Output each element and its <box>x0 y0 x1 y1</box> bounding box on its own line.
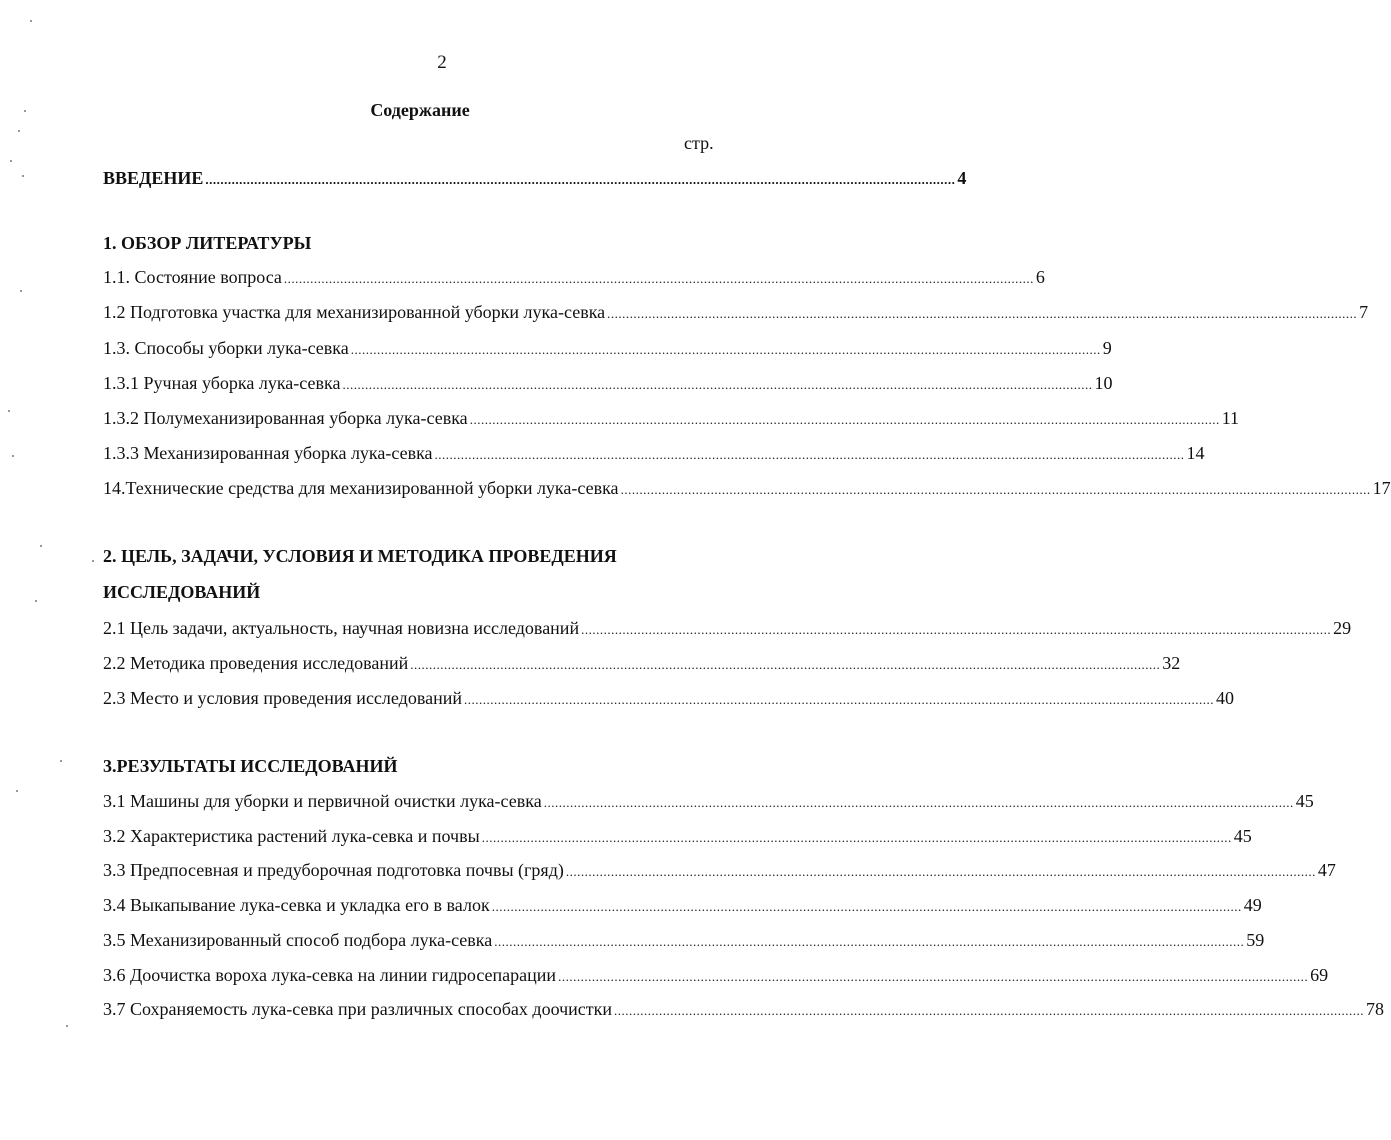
toc-entry[interactable] <box>103 998 1385 1022</box>
scan-speck <box>22 175 24 177</box>
toc-entry-label: 3.7 Сохраняемость лука-севка при различных способах доочистки <box>103 999 613 1019</box>
toc-entry-page: 45 <box>1233 826 1252 846</box>
toc-entry[interactable] <box>103 337 1112 361</box>
toc-entry[interactable] <box>103 929 1265 953</box>
dot-leader: ........................................................................................................................................................................................................ <box>350 342 1101 357</box>
dot-leader: ........................................................................................................................................................................................................ <box>620 482 1371 497</box>
scan-speck <box>8 410 10 412</box>
dot-leader: ........................................................................................................................................................................................................ <box>491 899 1242 914</box>
toc-entry-label: 3.1 Машины для уборки и первичной очистки лука-севка <box>103 791 542 811</box>
toc-entry-page: 14 <box>1186 443 1205 463</box>
dot-leader: ........................................................................................................................................................................................................ <box>342 377 1093 392</box>
dot-leader: ........................................................................................................................................................................................................ <box>614 1003 1365 1018</box>
toc-entry-label: 3.2 Характеристика растений лука-севка и почвы <box>103 826 480 846</box>
toc-entry-label: ВВЕДЕНИЕ <box>103 168 204 188</box>
toc-entry-label: 3.5 Механизированный способ подбора лука-севка <box>103 930 493 950</box>
toc-entry-label: 1.3.1 Ручная уборка лука-севка <box>103 373 341 393</box>
dot-leader: ........................................................................................................................................................................................................ <box>581 622 1332 637</box>
toc-entry-label: 2.1 Цель задачи, актуальность, научная новизна исследований <box>103 618 580 638</box>
scan-speck <box>12 455 14 457</box>
scan-speck <box>35 600 37 602</box>
toc-entry-page: 9 <box>1102 338 1112 358</box>
scan-speck <box>30 20 32 22</box>
toc-entry-label: 1.2 Подготовка участка для механизированной уборки лука-севка <box>103 302 606 322</box>
toc-entry[interactable] <box>103 894 1262 918</box>
dot-leader: ........................................................................................................................................................................................................ <box>410 657 1161 672</box>
scan-speck <box>40 545 42 547</box>
scan-speck <box>66 1025 68 1027</box>
scan-speck <box>16 790 18 792</box>
dot-leader: ........................................................................................................................................................................................................ <box>558 969 1309 984</box>
toc-entry-page: 10 <box>1094 373 1113 393</box>
toc-entry-page: 78 <box>1366 999 1385 1019</box>
dot-leader: ........................................................................................................................................................................................................ <box>463 692 1214 707</box>
toc-entry-page: 49 <box>1243 895 1262 915</box>
toc-entry-label: 1.3. Способы уборки лука-севка <box>103 338 349 358</box>
toc-entry-page: 69 <box>1310 965 1329 985</box>
dot-leader: ........................................................................................................................................................................................................ <box>481 830 1232 845</box>
toc-entry-page: 4 <box>957 168 967 188</box>
toc-entry-label: 3.4 Выкапывание лука-севка и укладка его в валок <box>103 895 490 915</box>
toc-entry-intro[interactable] <box>103 167 967 191</box>
toc-entry-label: 1.3.2 Полумеханизированная уборка лука-севка <box>103 408 468 428</box>
toc-entry-page: 17 <box>1372 478 1391 498</box>
toc-entry[interactable] <box>103 825 1252 849</box>
page-column-label: стр. <box>684 133 714 153</box>
toc-entry[interactable] <box>103 964 1329 988</box>
toc-entry-page: 29 <box>1333 618 1352 638</box>
toc-entry-label: 1.3.3 Механизированная уборка лука-севка <box>103 443 433 463</box>
toc-entry[interactable] <box>103 372 1113 396</box>
dot-leader: ........................................................................................................................................................................................................ <box>494 934 1245 949</box>
scan-speck <box>20 290 22 292</box>
dot-leader: ........................................................................................................................................................................................................ <box>543 795 1294 810</box>
toc-entry[interactable] <box>103 790 1314 814</box>
toc-entry-page: 11 <box>1221 408 1240 428</box>
toc-entry[interactable] <box>103 859 1336 883</box>
dot-leader: ........................................................................................................................................................................................................ <box>607 306 1358 321</box>
toc-entry-page: 32 <box>1162 653 1181 673</box>
toc-entry[interactable] <box>103 652 1181 676</box>
toc-entry-page: 7 <box>1359 302 1369 322</box>
dot-leader: ........................................................................................................................................................................................................ <box>565 864 1316 879</box>
toc-entry-label: 2.3 Место и условия проведения исследований <box>103 688 462 708</box>
toc-entry-label: 3.3 Предпосевная и предуборочная подготовка почвы (гряд) <box>103 860 564 880</box>
toc-entry-page: 47 <box>1317 860 1336 880</box>
section-heading-2-cont[interactable]: ИССЛЕДОВАНИЙ <box>103 582 261 602</box>
page-title: Содержание <box>370 100 470 120</box>
toc-entry-label: 2.2 Методика проведения исследований <box>103 653 409 673</box>
toc-entry-page: 59 <box>1246 930 1265 950</box>
section-heading-2[interactable]: 2. ЦЕЛЬ, ЗАДАЧИ, УСЛОВИЯ И МЕТОДИКА ПРОВЕДЕНИЯ <box>103 546 617 566</box>
dot-leader: ........................................................................................................................................................................................................ <box>469 412 1220 427</box>
scan-speck <box>92 560 94 562</box>
scan-speck <box>10 160 12 162</box>
scan-speck <box>24 110 26 112</box>
dot-leader: ........................................................................................................................................................................................................ <box>205 172 956 187</box>
section-heading-3[interactable]: 3.РЕЗУЛЬТАТЫ ИССЛЕДОВАНИЙ <box>103 756 398 776</box>
dot-leader: ........................................................................................................................................................................................................ <box>434 447 1185 462</box>
toc-entry[interactable] <box>103 301 1369 325</box>
dot-leader: ........................................................................................................................................................................................................ <box>283 271 1034 286</box>
toc-entry-page: 40 <box>1215 688 1234 708</box>
toc-entry-label: 1.1. Состояние вопроса <box>103 267 282 287</box>
toc-entry-label: 14.Технические средства для механизированной уборки лука-севка <box>103 478 619 498</box>
toc-entry[interactable] <box>103 617 1352 641</box>
toc-entry[interactable] <box>103 477 1391 501</box>
page-number: 2 <box>437 52 447 73</box>
toc-entry[interactable] <box>103 687 1234 711</box>
toc-entry-page: 6 <box>1035 267 1045 287</box>
toc-entry-label: 3.6 Доочистка вороха лука-севка на линии гидросепарации <box>103 965 557 985</box>
section-heading-1[interactable]: 1. ОБЗОР ЛИТЕРАТУРЫ <box>103 233 312 253</box>
toc-entry[interactable] <box>103 407 1240 431</box>
toc-entry[interactable] <box>103 442 1205 466</box>
scan-speck <box>60 760 62 762</box>
toc-entry[interactable] <box>103 266 1045 290</box>
scan-speck <box>18 130 20 132</box>
toc-entry-page: 45 <box>1295 791 1314 811</box>
